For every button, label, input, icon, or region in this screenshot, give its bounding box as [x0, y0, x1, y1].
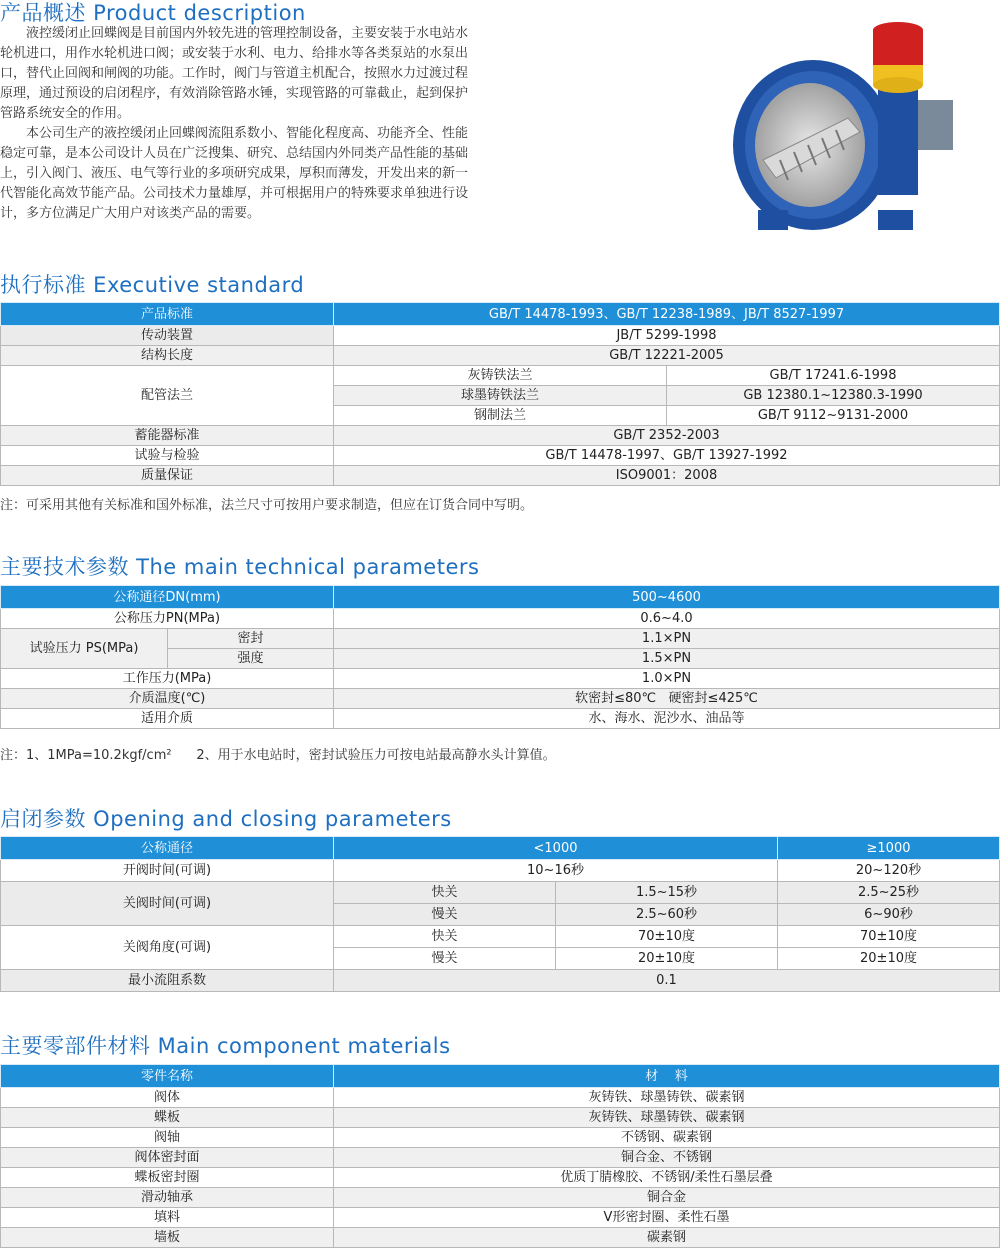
table-header-row	[1, 586, 1000, 609]
section-title-opening: 启闭参数 Opening and closing parameters	[0, 807, 452, 831]
row-value: GB/T 2352-2003	[334, 426, 1000, 446]
sub-label: 钢制法兰	[334, 406, 667, 426]
header-cell: <1000	[334, 837, 778, 860]
sub-label: 密封	[168, 629, 334, 649]
description-paragraph: 液控缓闭止回蝶阀是目前国内外较先进的管理控制设备，主要安装于水电站水轮机进口，用作水轮机进口阀；或安装于水利、电力、给排水等各类泵站的水泵出口，替代止回阀和闸阀的功能。工作时，阀门与管道主机配合，按照水力过渡过程原理，通过预设的启闭程序，有效消除管路水锤，实现管路的可靠截止，起到保护管路系统安全的作用。	[0, 26, 469, 121]
table-row	[1, 1188, 1000, 1208]
table-row	[1, 882, 1000, 904]
table-row	[1, 709, 1000, 729]
part-material: 铜合金、不锈钢	[334, 1148, 1000, 1168]
table-row	[1, 1168, 1000, 1188]
sub-label: 快关	[334, 882, 556, 904]
table-row	[1, 326, 1000, 346]
table-row	[1, 689, 1000, 709]
opening-table	[0, 836, 1000, 992]
row-label: 试验与检验	[1, 446, 334, 466]
params-note: 注：1、1MPa=10.2kgf/cm² 2、用于水电站时，密封试验压力可按电站最高静水头计算值。	[0, 748, 556, 763]
row-label: 质量保证	[1, 466, 334, 486]
part-material: 灰铸铁、球墨铸铁、碳素钢	[334, 1108, 1000, 1128]
header-cell: ≥1000	[778, 837, 1000, 860]
row-label: 试验压力 PS(MPa)	[1, 629, 168, 669]
table-row	[1, 970, 1000, 992]
params-table	[0, 585, 1000, 729]
table-row	[1, 1088, 1000, 1108]
row-value: GB/T 17241.6-1998	[667, 366, 1000, 386]
table-row	[1, 466, 1000, 486]
row-value: 2.5~60秒	[556, 904, 778, 926]
table-row	[1, 1108, 1000, 1128]
row-label: 公称压力PN(MPa)	[1, 609, 334, 629]
part-name: 阀轴	[1, 1128, 334, 1148]
materials-table	[0, 1064, 1000, 1248]
sub-label: 灰铸铁法兰	[334, 366, 667, 386]
part-material: V形密封圈、柔性石墨	[334, 1208, 1000, 1228]
table-row	[1, 1228, 1000, 1248]
row-value: 水、海水、泥沙水、油品等	[334, 709, 1000, 729]
row-value: 1.5×PN	[334, 649, 1000, 669]
table-row	[1, 446, 1000, 466]
table-header-row	[1, 837, 1000, 860]
part-name: 阀体	[1, 1088, 334, 1108]
table-row	[1, 926, 1000, 948]
header-cell: 零件名称	[1, 1065, 334, 1088]
row-value: 6~90秒	[778, 904, 1000, 926]
part-name: 填料	[1, 1208, 334, 1228]
row-label: 介质温度(℃)	[1, 689, 334, 709]
row-label: 蓄能器标准	[1, 426, 334, 446]
row-value: ISO9001：2008	[334, 466, 1000, 486]
product-description	[0, 24, 480, 224]
table-row	[1, 366, 1000, 386]
row-value: 20±10度	[556, 948, 778, 970]
table-row	[1, 346, 1000, 366]
row-value: GB 12380.1~12380.3-1990	[667, 386, 1000, 406]
sub-label: 慢关	[334, 948, 556, 970]
table-row	[1, 1128, 1000, 1148]
part-name: 阀体密封面	[1, 1148, 334, 1168]
row-value: 0.1	[334, 970, 1000, 992]
header-cell: 公称通径DN(mm)	[1, 586, 334, 609]
table-row	[1, 1148, 1000, 1168]
header-cell: 产品标准	[1, 303, 334, 326]
row-value: 1.1×PN	[334, 629, 1000, 649]
part-material: 灰铸铁、球墨铸铁、碳素钢	[334, 1088, 1000, 1108]
part-name: 蝶板密封圈	[1, 1168, 334, 1188]
row-label: 最小流阻系数	[1, 970, 334, 992]
table-header-row	[1, 1065, 1000, 1088]
row-value: 20~120秒	[778, 860, 1000, 882]
table-row	[1, 860, 1000, 882]
butterfly-valve-image	[728, 10, 973, 240]
row-label: 结构长度	[1, 346, 334, 366]
row-label: 开阀时间(可调)	[1, 860, 334, 882]
table-row	[1, 669, 1000, 689]
section-title-params: 主要技术参数 The main technical parameters	[0, 555, 480, 579]
part-material: 优质丁腈橡胶、不锈钢/柔性石墨层叠	[334, 1168, 1000, 1188]
row-value: 70±10度	[556, 926, 778, 948]
table-row	[1, 426, 1000, 446]
row-label: 关阀时间(可调)	[1, 882, 334, 926]
part-material: 不锈钢、碳素钢	[334, 1128, 1000, 1148]
table-row	[1, 609, 1000, 629]
section-title-materials: 主要零部件材料 Main component materials	[0, 1034, 451, 1058]
part-name: 蝶板	[1, 1108, 334, 1128]
standard-table	[0, 302, 1000, 486]
row-label: 传动装置	[1, 326, 334, 346]
row-value: 1.0×PN	[334, 669, 1000, 689]
row-value: 10~16秒	[334, 860, 778, 882]
sub-label: 慢关	[334, 904, 556, 926]
row-label: 适用介质	[1, 709, 334, 729]
part-name: 滑动轴承	[1, 1188, 334, 1208]
header-cell: 公称通径	[1, 837, 334, 860]
row-value: 1.5~15秒	[556, 882, 778, 904]
row-value: GB/T 9112~9131-2000	[667, 406, 1000, 426]
row-value: 0.6~4.0	[334, 609, 1000, 629]
row-value: 20±10度	[778, 948, 1000, 970]
header-cell: 500~4600	[334, 586, 1000, 609]
header-cell: 材 料	[334, 1065, 1000, 1088]
sub-label: 强度	[168, 649, 334, 669]
description-paragraph: 本公司生产的液控缓闭止回蝶阀流阻系数小、智能化程度高、功能齐全、性能稳定可靠，是本公司设计人员在广泛搜集、研究、总结国内外同类产品性能的基础上，引入阀门、液压、电气等行业的多项研究成果，厚积而薄发，开发出来的新一代智能化高效节能产品。公司技术力量雄厚，并可根据用户的特殊要求单独进行设计，多方位满足广大用户对该类产品的需要。	[0, 126, 469, 221]
row-value: 软密封≤80℃ 硬密封≤425℃	[334, 689, 1000, 709]
row-label: 配管法兰	[1, 366, 334, 426]
part-material: 碳素钢	[334, 1228, 1000, 1248]
row-value: GB/T 14478-1997、GB/T 13927-1992	[334, 446, 1000, 466]
row-label: 工作压力(MPa)	[1, 669, 334, 689]
section-title-standard: 执行标准 Executive standard	[0, 273, 305, 297]
standard-note: 注：可采用其他有关标准和国外标准，法兰尺寸可按用户要求制造，但应在订货合同中写明。	[0, 498, 534, 513]
row-value: 70±10度	[778, 926, 1000, 948]
sub-label: 球墨铸铁法兰	[334, 386, 667, 406]
row-value: JB/T 5299-1998	[334, 326, 1000, 346]
table-row	[1, 1208, 1000, 1228]
part-material: 铜合金	[334, 1188, 1000, 1208]
row-label: 关阀角度(可调)	[1, 926, 334, 970]
sub-label: 快关	[334, 926, 556, 948]
row-value: GB/T 12221-2005	[334, 346, 1000, 366]
part-name: 墙板	[1, 1228, 334, 1248]
section-title-overview: 产品概述 Product description	[0, 1, 306, 25]
header-cell: GB/T 14478-1993、GB/T 12238-1989、JB/T 8527-1997	[334, 303, 1000, 326]
table-row	[1, 629, 1000, 649]
row-value: 2.5~25秒	[778, 882, 1000, 904]
table-header-row	[1, 303, 1000, 326]
